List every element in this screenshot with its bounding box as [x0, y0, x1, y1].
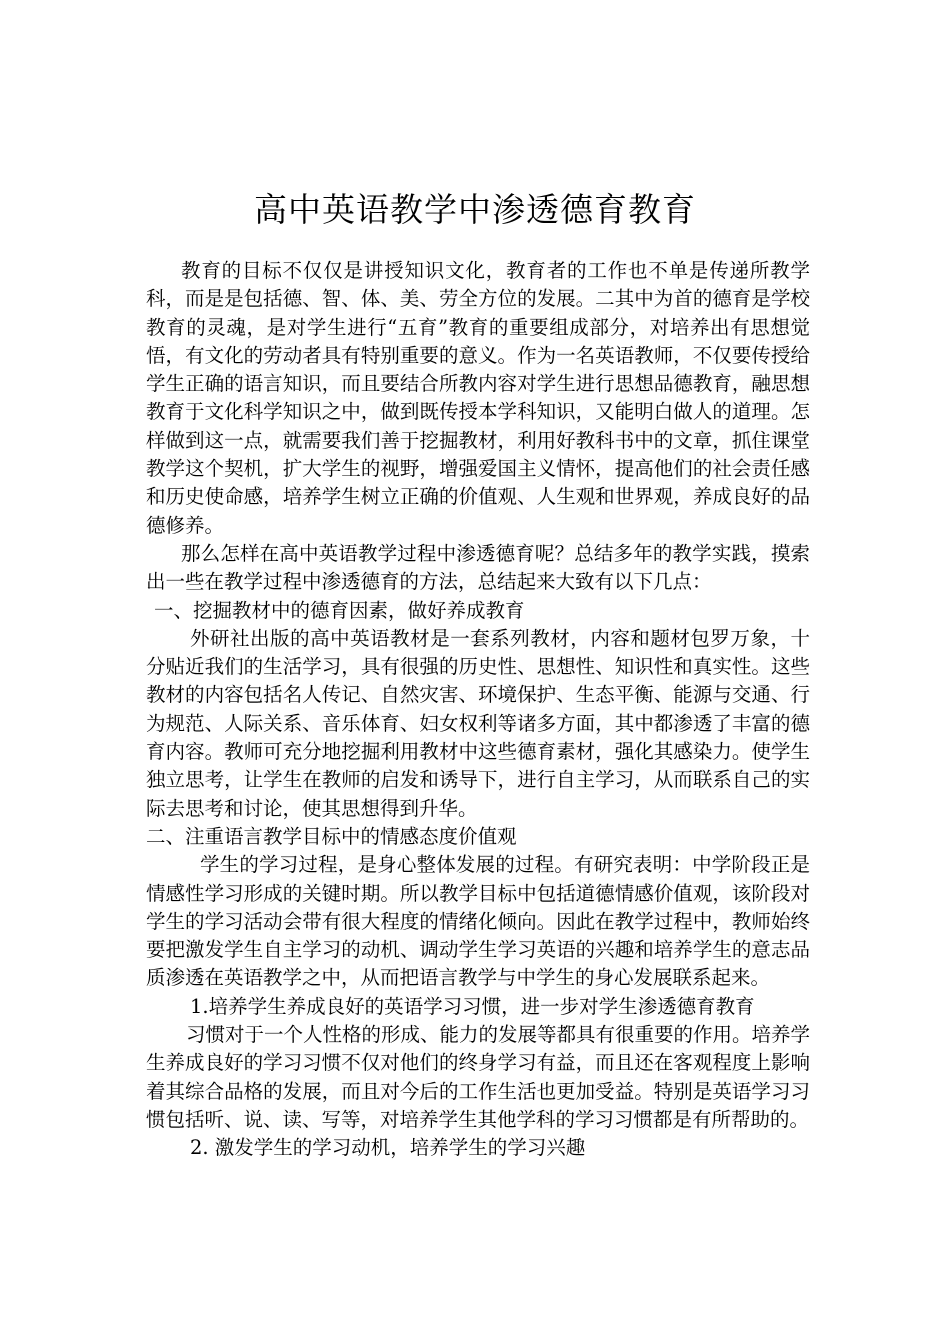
paragraph-intro: 教育的目标不仅仅是讲授知识文化，教育者的工作也不单是传递所教学科，而是是包括德、智、体、美、劳全方位的发展。二其中为首的德育是学校教育的灵魂，是对学生进行“五育”教育的重要组成部分，对培养出有思想觉悟，有文化的劳动者具有特别重要的意义。作为一名英语教师，不仅要传授给学生正确的语言知识，而且要结合所教内容对学生进行思想品德教育，融思想教育于文化科学知识之中，做到既传授本学科知识，又能明白做人的道理。怎样做到这一点，就需要我们善于挖掘教材，利用好教科书中的文章，抓住课堂教学这个契机，扩大学生的视野，增强爱国主义情怀，提高他们的社会责任感和历史使命感，培养学生树立正确的价值观、人生观和世界观，养成良好的品德修养。	[146, 259, 810, 537]
subsection-heading-2: 2. 激发学生的学习动机，培养学生的学习兴趣	[190, 1136, 586, 1160]
paragraph-section-1: 外研社出版的高中英语教材是一套系列教材，内容和题材包罗万象，十分贴近我们的生活学习，具有很强的历史性、思想性、知识性和真实性。这些教材的内容包括名人传记、自然灾害、环境保护、生态平衡、能源与交通、行为规范、人际关系、音乐体育、妇女权利等诸多方面，其中都渗透了丰富的德育内容。教师可充分地挖掘利用教材中这些德育素材，强化其感染力。使学生独立思考，让学生在教师的启发和诱导下，进行自主学习，从而联系自己的实际去思考和讨论，使其思想得到升华。	[146, 626, 810, 820]
document-body	[146, 257, 810, 1163]
subsection-heading-1: 1.培养学生养成良好的英语学习习惯，进一步对学生渗透德育教育	[190, 994, 755, 1018]
section-heading-1: 一、挖掘教材中的德育因素，做好养成教育	[154, 598, 525, 622]
document-title: 高中英语教学中渗透德育教育	[254, 190, 696, 229]
paragraph-subsection-1: 习惯对于一个人性格的形成、能力的发展等都具有很重要的作用。培养学生养成良好的学习习惯不仅对他们的终身学习有益，而且还在客观程度上影响着其综合品格的发展，而且对今后的工作生活也更加受益。特别是英语学习习惯包括听、说、读、写等，对培养学生其他学科的学习习惯都是有所帮助的。	[146, 1023, 811, 1131]
section-heading-2: 二、注重语言教学目标中的情感态度价值观	[146, 824, 517, 848]
paragraph-section-2: 学生的学习过程，是身心整体发展的过程。有研究表明：中学阶段正是情感性学习形成的关键时期。所以教学目标中包括道德情感价值观，该阶段对学生的学习活动会带有很大程度的情绪化倾向。因此在教学过程中，教师始终要把激发学生自主学习的动机、调动学生学习英语的兴趣和培养学生的意志品质渗透在英语教学之中，从而把语言教学与中学生的身心发展联系起来。	[146, 853, 810, 990]
paragraph-question: 那么怎样在高中英语教学过程中渗透德育呢？总结多年的教学实践，摸索出一些在教学过程中渗透德育的方法，总结起来大致有以下几点：	[146, 541, 810, 594]
